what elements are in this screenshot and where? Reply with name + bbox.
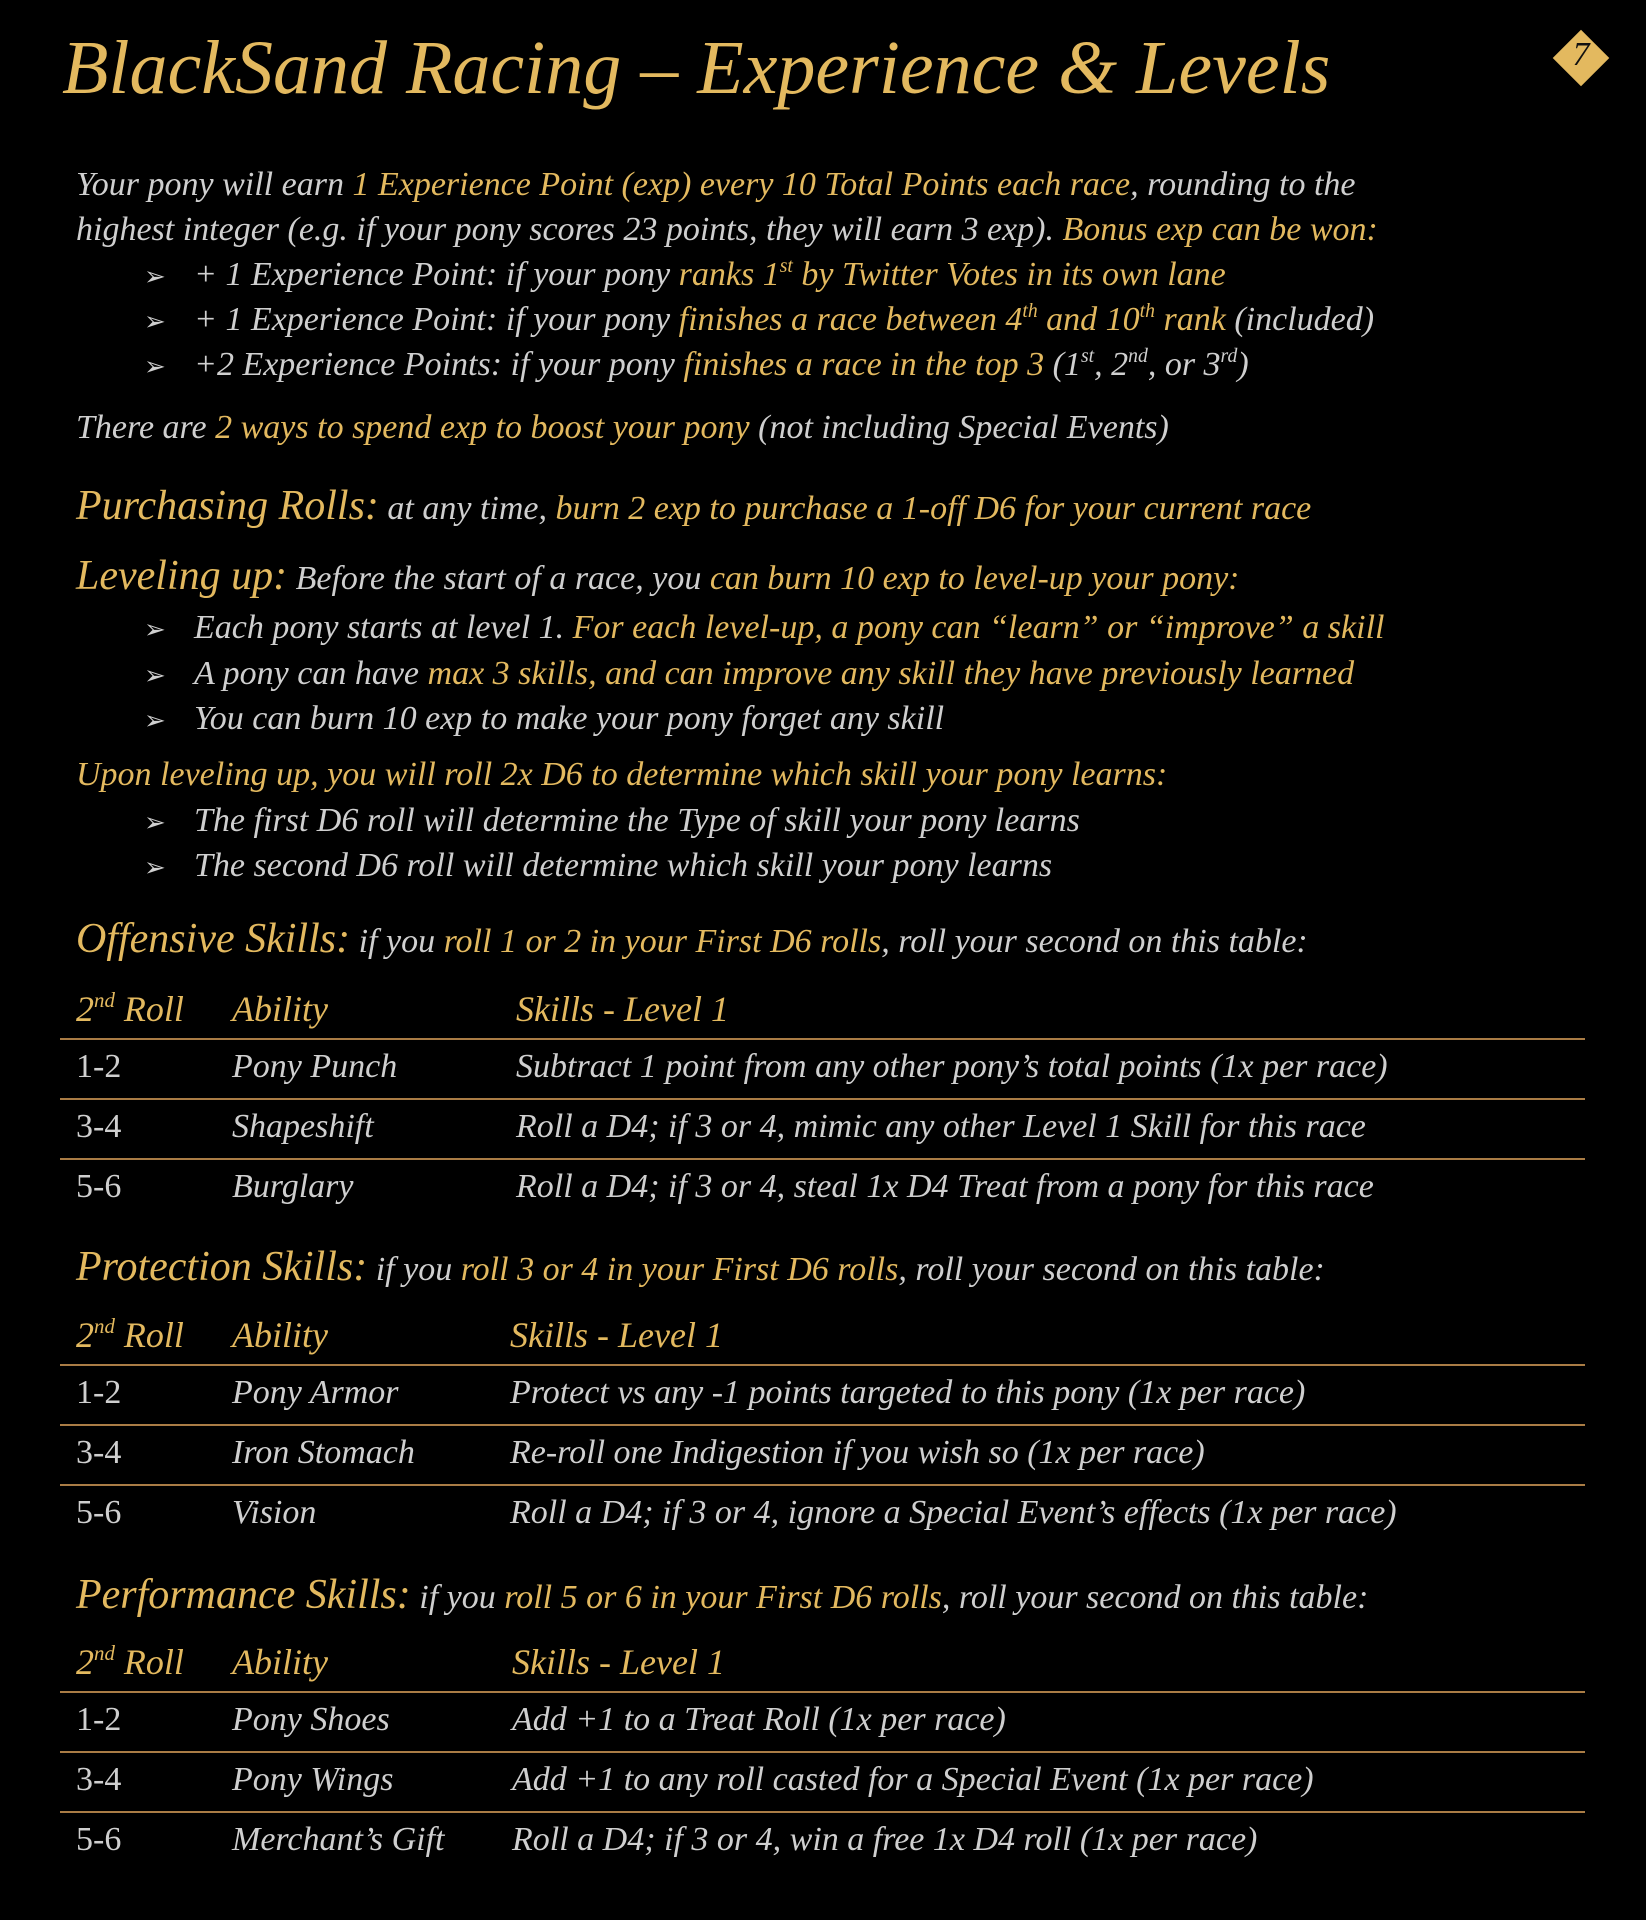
- protection-skills-heading-line: Protection Skills: if you roll 3 or 4 in your First D6 rolls, roll your second on this table:: [76, 1244, 1325, 1290]
- intro-line-2: highest integer (e.g. if your pony scores 23 points, they will earn 3 exp). Bonus exp can be won:: [76, 211, 1378, 248]
- table-row: 3-4 Pony Wings Add +1 to any roll casted for a Special Event (1x per race): [60, 1753, 1585, 1813]
- table-row: 5-6 Merchant’s Gift Roll a D4; if 3 or 4, win a free 1x D4 roll (1x per race): [76, 1821, 1258, 1858]
- purchasing-rolls-section: Purchasing Rolls: at any time, burn 2 exp to purchase a 1-off D6 for your current race: [76, 483, 1312, 529]
- arrow-bullet-icon: ➢: [144, 853, 166, 882]
- performance-skills-heading: Performance Skills:: [76, 1572, 411, 1618]
- leveling-bullet-2: ➢ A pony can have max 3 skills, and can improve any skill they have previously learned: [144, 651, 1354, 698]
- upon-bullet-1: ➢ The first D6 roll will determine the Type of skill your pony learns: [144, 798, 1080, 845]
- arrow-bullet-icon: ➢: [144, 262, 166, 291]
- arrow-bullet-icon: ➢: [144, 307, 166, 336]
- table-row: 5-6 Vision Roll a D4; if 3 or 4, ignore a Special Event’s effects (1x per race): [76, 1494, 1397, 1531]
- table-row: 5-6 Burglary Roll a D4; if 3 or 4, steal 1x D4 Treat from a pony for this race: [76, 1168, 1374, 1205]
- col-skills: Skills - Level 1: [516, 989, 729, 1029]
- arrow-bullet-icon: ➢: [144, 615, 166, 644]
- upon-leveling-line: Upon leveling up, you will roll 2x D6 to determine which skill your pony learns:: [76, 756, 1168, 793]
- leveling-bullet-1: ➢ Each pony starts at level 1. For each level-up, a pony can “learn” or “improve” a skill: [144, 605, 1384, 652]
- col-skills: Skills - Level 1: [512, 1642, 725, 1682]
- arrow-bullet-icon: ➢: [144, 352, 166, 381]
- ways-line: There are 2 ways to spend exp to boost your pony (not including Special Events): [76, 409, 1169, 446]
- bonus-bullet-3: ➢ +2 Experience Points: if your pony finishes a race in the top 3 (1st, 2nd, or 3rd): [144, 342, 1249, 389]
- arrow-bullet-icon: ➢: [144, 661, 166, 690]
- protection-skills-heading: Protection Skills:: [76, 1244, 368, 1290]
- table-row: 1-2 Pony Shoes Add +1 to a Treat Roll (1x per race): [60, 1693, 1585, 1753]
- table-header: [60, 1306, 1585, 1366]
- col-2nd-roll: 2nd Roll: [76, 1313, 184, 1355]
- col-2nd-roll: 2nd Roll: [76, 987, 184, 1029]
- leveling-bullet-3: ➢ You can burn 10 exp to make your pony forget any skill: [144, 696, 944, 743]
- table-header: [60, 980, 1585, 1040]
- bonus-bullet-1: ➢ + 1 Experience Point: if your pony ranks 1st by Twitter Votes in its own lane: [144, 252, 1226, 299]
- col-ability: Ability: [232, 1315, 328, 1355]
- performance-skills-table: [60, 1633, 1585, 1871]
- offensive-skills-heading: Offensive Skills:: [76, 916, 351, 962]
- col-ability: Ability: [232, 989, 328, 1029]
- col-ability: Ability: [232, 1642, 328, 1682]
- upon-bullet-2: ➢ The second D6 roll will determine which skill your pony learns: [144, 843, 1052, 890]
- table-row: 1-2 Pony Punch Subtract 1 point from any other pony’s total points (1x per race): [60, 1040, 1585, 1100]
- offensive-skills-table: [60, 980, 1585, 1218]
- arrow-bullet-icon: ➢: [144, 808, 166, 837]
- arrow-bullet-icon: ➢: [144, 706, 166, 735]
- bonus-bullet-2: ➢ + 1 Experience Point: if your pony finishes a race between 4th and 10th rank (included): [144, 297, 1374, 344]
- page-number: 7: [1572, 36, 1590, 73]
- page-title: BlackSand Racing – Experience & Levels: [62, 26, 1331, 110]
- table-header: [60, 1633, 1585, 1693]
- table-row: 1-2 Pony Armor Protect vs any -1 points targeted to this pony (1x per race): [60, 1366, 1585, 1426]
- col-2nd-roll: 2nd Roll: [76, 1640, 184, 1682]
- purchasing-rolls-heading: Purchasing Rolls:: [76, 483, 379, 529]
- col-skills: Skills - Level 1: [510, 1315, 723, 1355]
- performance-skills-heading-line: Performance Skills: if you roll 5 or 6 in your First D6 rolls, roll your second on this table:: [76, 1572, 1369, 1618]
- leveling-up-heading: Leveling up:: [76, 553, 288, 599]
- table-row: 3-4 Iron Stomach Re-roll one Indigestion if you wish so (1x per race): [60, 1426, 1585, 1486]
- page-number-badge: [1553, 30, 1609, 86]
- table-row: 3-4 Shapeshift Roll a D4; if 3 or 4, mimic any other Level 1 Skill for this race: [60, 1100, 1585, 1160]
- protection-skills-table: [60, 1306, 1585, 1544]
- intro-line-1: Your pony will earn 1 Experience Point (exp) every 10 Total Points each race, rounding to the: [76, 166, 1356, 203]
- leveling-up-section: Leveling up: Before the start of a race, you can burn 10 exp to level-up your pony:: [76, 553, 1240, 599]
- offensive-skills-heading-line: Offensive Skills: if you roll 1 or 2 in your First D6 rolls, roll your second on this table:: [76, 916, 1308, 962]
